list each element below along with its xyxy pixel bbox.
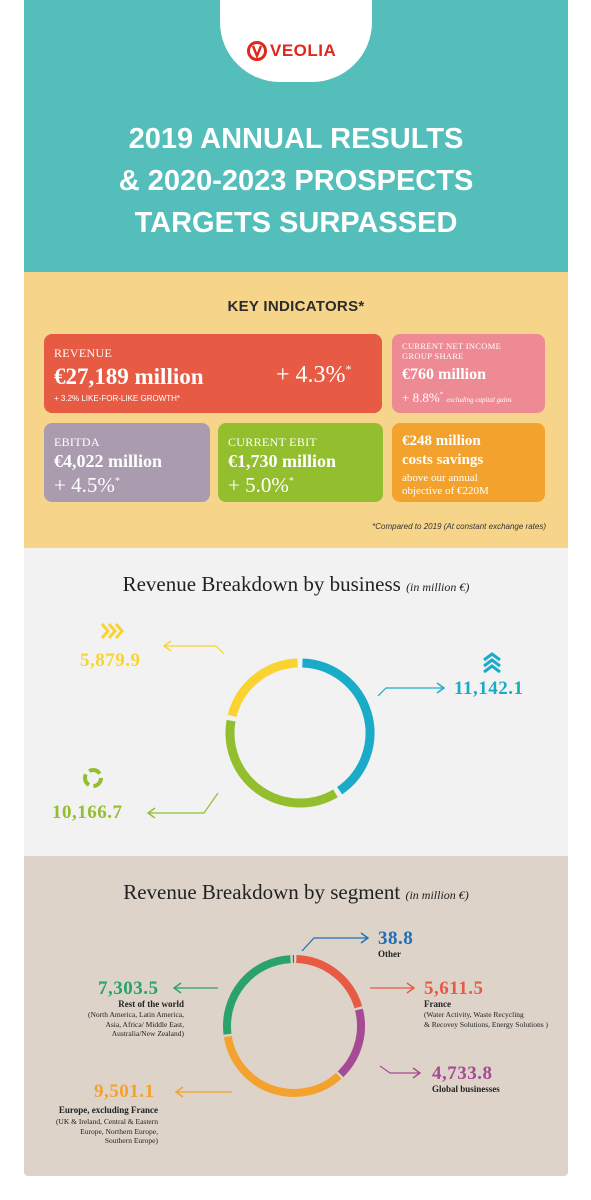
revenue-note: + 3.2% LIKE-FOR-LIKE GROWTH* bbox=[54, 394, 181, 403]
leader-line bbox=[148, 793, 218, 813]
revenue-change-text: + 4.3% bbox=[276, 362, 346, 388]
business-value-label: 5,879.9 bbox=[80, 650, 141, 671]
business-chart-unit: (in million €) bbox=[406, 580, 470, 594]
ebit-value: €1,730 million bbox=[228, 451, 337, 471]
net-income-change bbox=[402, 390, 512, 406]
segment-value-label: 7,303.5 bbox=[98, 978, 159, 999]
title-line-3: TARGETS SURPASSED bbox=[134, 207, 458, 239]
leader-line bbox=[378, 688, 444, 696]
ebit-star: * bbox=[288, 476, 294, 487]
savings-line-3: above our annual bbox=[402, 472, 478, 484]
segment-value-label: 38.8 bbox=[378, 928, 414, 949]
title-line-2: & 2020-2023 PROSPECTS bbox=[118, 165, 474, 197]
donut-slice bbox=[302, 663, 370, 791]
donut-slice bbox=[228, 1037, 339, 1093]
ebit-tile bbox=[218, 423, 383, 502]
donut-slice bbox=[341, 1010, 361, 1075]
net-income-change-text: + 8.8% bbox=[402, 390, 440, 405]
recycling-icon bbox=[85, 770, 101, 786]
ebitda-label: EBITDA bbox=[54, 435, 100, 449]
ebit-change bbox=[228, 473, 294, 498]
savings-value: €248 million bbox=[402, 433, 481, 449]
business-chart-title-text: Revenue Breakdown by business bbox=[122, 572, 401, 596]
segment-name-label: Other bbox=[378, 949, 401, 959]
segment-name-label: Global businesses bbox=[432, 1084, 500, 1094]
key-indicators-section bbox=[24, 272, 568, 548]
ebit-change-text: + 5.0% bbox=[228, 473, 289, 497]
savings-tile bbox=[392, 423, 545, 502]
water-waves-icon bbox=[484, 654, 500, 672]
net-income-label bbox=[402, 341, 501, 361]
ebitda-value: €4,022 million bbox=[54, 451, 163, 471]
brand-name: VEOLIA bbox=[270, 41, 337, 60]
segment-value-label: 5,611.5 bbox=[424, 978, 484, 999]
revenue-value: €27,189 million bbox=[54, 364, 204, 389]
donut-slice bbox=[296, 959, 358, 1007]
ebitda-star: * bbox=[114, 476, 120, 487]
donut-slice bbox=[227, 959, 290, 1034]
ebitda-change-text: + 4.5% bbox=[54, 473, 115, 497]
leader-line bbox=[164, 646, 224, 654]
segment-name-label: Rest of the world bbox=[118, 999, 184, 1009]
segment-breakdown-section bbox=[24, 856, 568, 1176]
business-value-label: 10,166.7 bbox=[52, 802, 123, 823]
segment-description-line: (North America, Latin America, bbox=[87, 1010, 184, 1019]
header-banner bbox=[24, 0, 568, 272]
ebitda-tile bbox=[44, 423, 210, 502]
segment-value-label: 4,733.8 bbox=[432, 1063, 493, 1084]
revenue-star: * bbox=[345, 362, 352, 376]
revenue-tile bbox=[44, 334, 382, 413]
segment-description-line: Australia/New Zealand) bbox=[111, 1029, 184, 1038]
segment-name-label: Europe, excluding France bbox=[58, 1105, 158, 1115]
veolia-logo-icon bbox=[246, 40, 268, 62]
leader-line bbox=[302, 938, 368, 951]
key-indicators-title: KEY INDICATORS* bbox=[227, 298, 365, 315]
donut-slice bbox=[232, 663, 297, 716]
business-breakdown-section bbox=[24, 548, 568, 856]
energy-chevrons-icon bbox=[102, 624, 122, 638]
net-income-tile bbox=[392, 334, 545, 413]
net-income-value: €760 million bbox=[402, 366, 487, 383]
business-value-label: 11,142.1 bbox=[454, 678, 524, 699]
segment-description bbox=[88, 1010, 184, 1039]
net-income-label-line-2: GROUP SHARE bbox=[402, 351, 464, 361]
segment-description-line: & Recovey Solutions, Energy Solutions ) bbox=[424, 1019, 549, 1029]
segment-description-line: (Water Activity, Waste Recycling bbox=[424, 1010, 524, 1019]
title-line-1: 2019 ANNUAL RESULTS bbox=[128, 123, 464, 155]
key-indicators-footnote: *Compared to 2019 (At constant exchange rates) bbox=[372, 522, 546, 531]
savings-line-2: costs savings bbox=[402, 452, 484, 468]
segment-description bbox=[424, 1010, 548, 1029]
segment-description-line: Asia, Africa/ Middle East, bbox=[105, 1019, 184, 1029]
page-title bbox=[24, 118, 568, 244]
savings-line-4: objective of €220M bbox=[402, 485, 489, 497]
segment-chart-title-text: Revenue Breakdown by segment bbox=[123, 880, 401, 904]
ebitda-change bbox=[54, 473, 120, 498]
revenue-label: REVENUE bbox=[54, 346, 113, 360]
net-income-note: excluding capital gains bbox=[446, 396, 512, 404]
net-income-label-line-1: CURRENT NET INCOME bbox=[402, 341, 502, 351]
segment-description-line: Europe, Northern Europe, bbox=[80, 1126, 158, 1136]
ebit-label: CURRENT EBIT bbox=[228, 435, 318, 449]
donut-slice bbox=[230, 721, 336, 803]
segment-description-line: Southern Europe) bbox=[104, 1136, 158, 1145]
infographic-card bbox=[24, 0, 568, 1176]
segment-chart-unit: (in million €) bbox=[405, 888, 469, 902]
revenue-change bbox=[276, 362, 352, 389]
segment-description bbox=[56, 1117, 158, 1146]
segment-description-line: (UK & Ireland, Central & Eastern bbox=[55, 1117, 158, 1126]
segment-value-label: 9,501.1 bbox=[94, 1081, 155, 1102]
net-income-star: * bbox=[439, 390, 444, 399]
segment-name-label: France bbox=[424, 999, 451, 1009]
